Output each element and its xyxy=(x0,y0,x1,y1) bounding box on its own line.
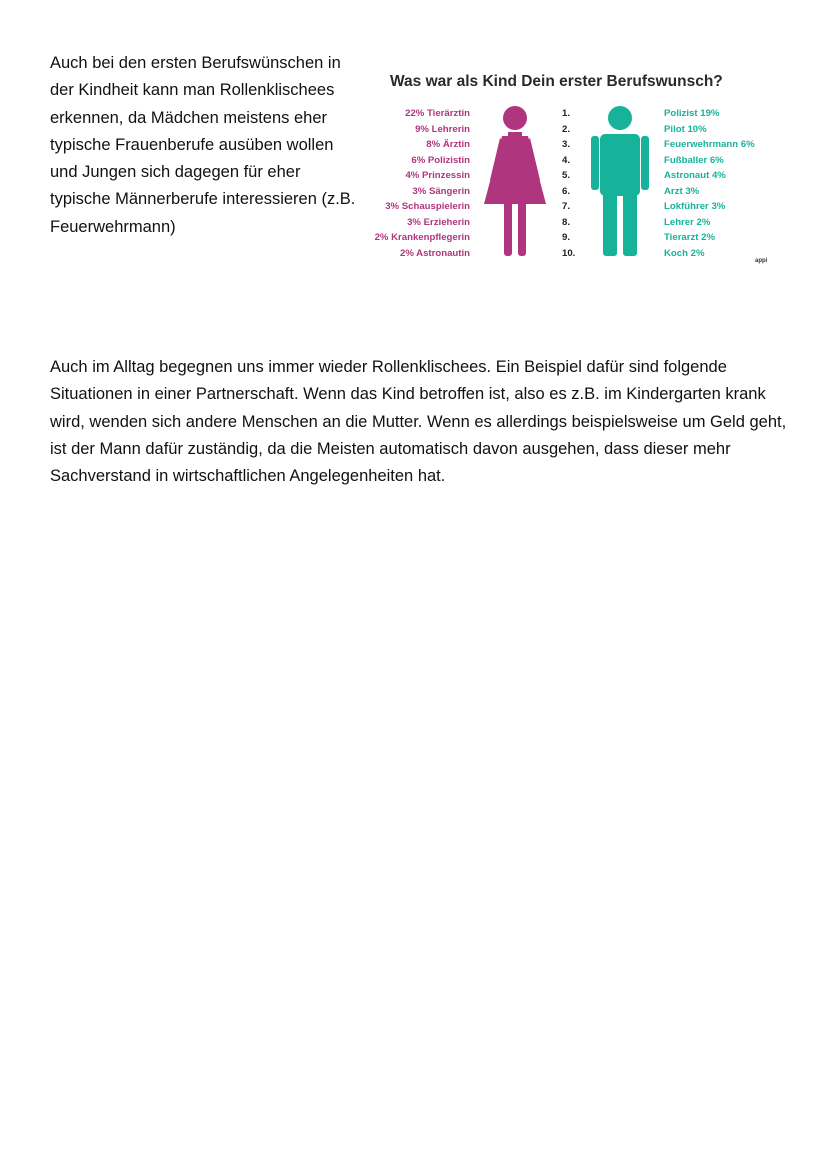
girls-career-item: 3% Sängerin xyxy=(412,185,470,197)
rank-number: 5. xyxy=(562,170,571,181)
girls-career-item: 2% Krankenpflegerin xyxy=(374,232,470,243)
girls-career-item: 8% Ärztin xyxy=(426,139,470,150)
rank-number: 9. xyxy=(562,232,571,243)
rank-number: 6. xyxy=(562,185,571,197)
girls-career-item: 6% Polizistin xyxy=(411,154,470,166)
publisher-logo: appi xyxy=(755,258,768,264)
body-paragraph: Auch im Alltag begegnen uns immer wieder Rollenklischees. Ein Beispiel dafür sind folgende Situationen in einer Partnerschaft. Wenn das Kind betroffen ist, also es z.B. im Kindergarten krank wird, wenden sich andere Menschen an die Mutter. Wenn es allerdings beispielsweise um Geld geht, ist der Mann dafür zuständig, da die Meisten automatisch davon ausgehen, dass dieser mehr Sachverstand in wirtschaftlichen Angelegenheiten hat. xyxy=(50,358,787,486)
rank-number: 10. xyxy=(562,247,576,259)
boys-career-item: Lokführer 3% xyxy=(664,201,726,212)
boys-career-item: Feuerwehrmann 6% xyxy=(664,139,755,150)
boys-career-item: Arzt 3% xyxy=(664,185,700,197)
rank-number: 1. xyxy=(562,108,571,119)
rank-number: 4. xyxy=(562,154,571,166)
female-figure-icon xyxy=(482,102,548,262)
boys-career-item: Lehrer 2% xyxy=(664,216,711,228)
girls-career-item: 3% Schauspielerin xyxy=(385,201,470,212)
career-wishes-infographic xyxy=(362,70,782,270)
girls-career-item: 2% Astronautin xyxy=(399,247,470,259)
boys-career-item: Tierarzt 2% xyxy=(664,232,716,243)
rank-number: 8. xyxy=(562,216,571,228)
infographic-title: Was war als Kind Dein erster Berufswunsch? xyxy=(390,73,723,90)
boys-career-item: Polizist 19% xyxy=(664,108,720,119)
girls-career-item: 22% Tierärztin xyxy=(405,108,470,119)
boys-career-item: Astronaut 4% xyxy=(664,170,726,181)
girls-career-list xyxy=(362,106,470,261)
intro-paragraph: Auch bei den ersten Berufswünschen in der Kindheit kann man Rollenklischees erkennen, da Mädchen meistens eher typische Frauenberufe ausüben wollen und Jungen sich dagegen für eher typische Männerberufe interessieren (z.B. Feuerwehrmann) xyxy=(50,54,356,236)
boys-career-list xyxy=(664,106,782,261)
rank-list xyxy=(562,106,586,261)
boys-career-item: Koch 2% xyxy=(664,247,705,259)
girls-career-item: 4% Prinzessin xyxy=(405,170,470,181)
male-figure-icon xyxy=(590,102,650,262)
rank-number: 3. xyxy=(562,139,571,150)
boys-career-item: Fußballer 6% xyxy=(664,154,724,166)
girls-career-item: 9% Lehrerin xyxy=(415,123,470,135)
boys-career-item: Pilot 10% xyxy=(664,123,707,135)
rank-number: 7. xyxy=(562,201,571,212)
rank-number: 2. xyxy=(562,123,571,135)
girls-career-item: 3% Erzieherin xyxy=(407,216,470,228)
